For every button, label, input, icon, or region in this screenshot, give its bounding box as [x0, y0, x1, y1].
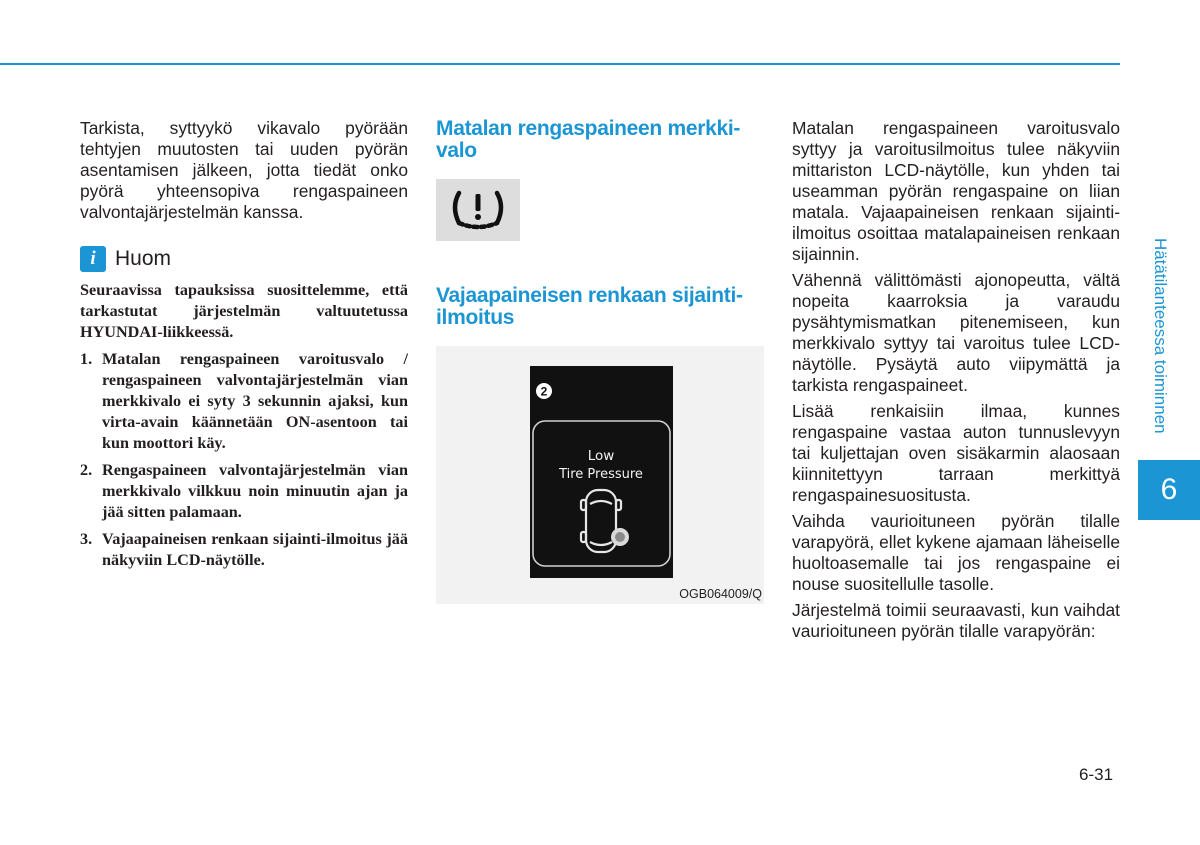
column-left	[80, 118, 408, 577]
note-title: Huom	[115, 247, 172, 270]
paragraph: Järjestelmä toimii seuraavasti, kun vaihdat vaurioituneen pyörän tilalle varapyörän:	[792, 600, 1120, 641]
display-line1: Low	[587, 448, 615, 464]
list-item-number: 3.	[80, 530, 93, 548]
chapter-tab	[1138, 460, 1200, 520]
list-item-number: 1.	[80, 350, 93, 368]
info-icon: i	[80, 246, 106, 272]
column-middle	[436, 118, 766, 329]
tire-pressure-warning-icon	[436, 179, 520, 241]
chapter-number: 6	[1160, 473, 1178, 506]
column-right	[792, 118, 1120, 647]
paragraph: Lisää renkaisiin ilmaa, kunnes rengaspaine vastaa auton tunnuslevyyn tai kuljettajan oven sisäkarmin alaosaan kiinnitettyyn tarraan merkittyä rengaspainesuositusta.	[792, 401, 1120, 505]
note-body	[80, 280, 408, 571]
paragraph: Vähennä välittömästi ajonopeutta, vältä nopeita kaarroksia ja varaudu pysähtymismatkan pitenemiseen, kun merkkivalo syttyy tai varoitus tulee LCD-näytölle. Pysäytä auto viipymättä ja tarkista rengaspaineet.	[792, 270, 1120, 395]
tire-pressure-icon-graphic	[447, 185, 509, 235]
paragraph: Matalan rengaspaineen varoitusvalo syttyy ja varoitusilmoitus tulee näkyviin mittariston LCD-näytölle, kun yhden tai useamman pyörän rengaspaine on liian matala. Vajaapaineisen renkaan sijainti-ilmoitus osoittaa matalapaineisen renkaan sijainnin.	[792, 118, 1120, 264]
section-title-text: Hätätilanteessa toiminnen	[1151, 238, 1170, 434]
note-list	[80, 349, 408, 571]
lcd-display	[530, 366, 673, 578]
display-line2: Tire Pressure	[559, 467, 643, 482]
list-item	[80, 460, 408, 523]
page-number: 6-31	[1079, 765, 1114, 784]
tire-location-figure	[436, 346, 764, 604]
list-item	[80, 529, 408, 571]
header-rule	[0, 63, 1120, 65]
paragraph: Vaihda vaurioituneen pyörän tilalle varapyörä, ellet kykene ajamaan läheiselle huoltoasemalle tai jos rengaspaine ei nouse suositellulle tasolle.	[792, 511, 1120, 594]
list-item-text: Rengaspaineen valvontajärjestelmän vian merkkivalo vilkkuu noin minuutin ajan ja jää sitten palamaan.	[102, 461, 408, 521]
heading-warning-light: Matalan rengaspaineen merkki-valo	[436, 117, 741, 162]
list-item-number: 2.	[80, 461, 93, 479]
intro-paragraph: Tarkista, syttyykö vikavalo pyörään tehtyjen muutosten tai uuden pyörän asentamisen jälkeen, jotta tiedät onko pyörä yhteensopiva rengaspaineen valvontajärjestelmän kanssa.	[80, 118, 408, 222]
list-item-text: Vajaapaineisen renkaan sijainti-ilmoitus jää näkyviin LCD-näytölle.	[102, 530, 408, 569]
lcd-display-graphic	[530, 366, 673, 578]
note-intro: Seuraavissa tapauksissa suosittelemme, että tarkastutat järjestelmän valtuutetussa HYUNDAI-liikkeessä.	[80, 281, 408, 341]
section-title	[1148, 238, 1192, 458]
list-item	[80, 349, 408, 454]
badge-number: 2	[540, 384, 548, 399]
note-header	[80, 246, 408, 272]
heading-tire-location: Vajaapaineisen renkaan sijainti-ilmoitus	[436, 284, 743, 329]
figure-caption: OGB064009/Q	[679, 587, 762, 601]
list-item-text: Matalan rengaspaineen varoitusvalo / rengaspaineen valvontajärjestelmän vian merkkivalo ei syty 3 sekunnin ajaksi, kun virta-avain käännetään ON-asentoon tai kun moottori käy.	[102, 350, 408, 452]
